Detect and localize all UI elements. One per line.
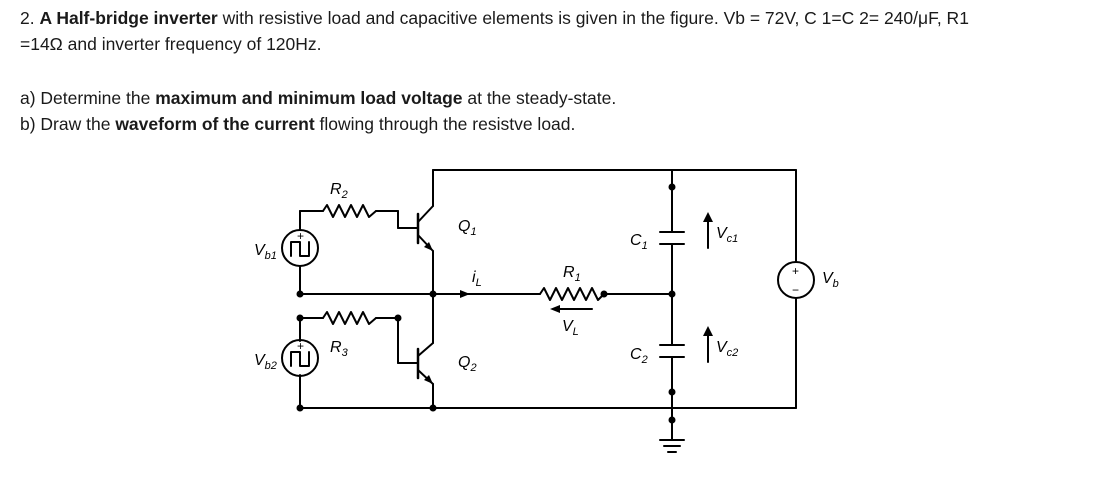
vb-minus-sign: −: [792, 283, 800, 297]
part-b: b) Draw the waveform of the current flowing through the resistve load.: [20, 114, 576, 134]
part-b-bold: waveform of the current: [115, 114, 315, 134]
vb1-plus-sign: +: [297, 229, 305, 243]
resistor-r3: [323, 312, 376, 324]
label-il: $i_L$: [472, 269, 482, 289]
label-c1: $C_1$: [630, 232, 648, 252]
question-number: 2.: [20, 8, 40, 28]
label-c2: $C_2$: [630, 346, 648, 366]
vb2-plus-sign: +: [297, 339, 305, 353]
label-vb: $V_b$: [822, 270, 839, 290]
label-q2: $Q_2$: [458, 354, 477, 374]
question-title-bold: A Half-bridge inverter: [39, 8, 218, 28]
part-a-bold: maximum and minimum load voltage: [155, 88, 463, 108]
label-r2: $R_2$: [330, 181, 348, 201]
resistor-r2: [323, 205, 376, 217]
capacitor-c1: [660, 232, 684, 244]
resistor-r1-load: [540, 288, 604, 300]
vc1-arrow-head-icon: [703, 212, 713, 222]
label-q1: $Q_1$: [458, 218, 477, 238]
junction-dots: [297, 184, 676, 424]
label-r1: $R_1$: [563, 264, 581, 284]
part-a: a) Determine the maximum and minimum load voltage at the steady-state.: [20, 88, 617, 108]
label-vb1: $V_{b1}$: [254, 242, 277, 262]
capacitor-c2: [660, 345, 684, 357]
label-vb2: $V_{b2}$: [254, 352, 277, 372]
il-arrow-head-icon: [460, 290, 470, 298]
vb-plus-sign: +: [792, 264, 800, 278]
label-vc2: $V_{c2}$: [716, 339, 739, 359]
question-line-2: =14Ω and inverter frequency of 120Hz.: [20, 34, 322, 54]
transistor-q1: [418, 206, 433, 251]
vl-arrow-head-icon: [550, 305, 560, 313]
ground-icon: [660, 440, 684, 452]
label-vc1: $V_{c1}$: [716, 225, 739, 245]
vc2-arrow-head-icon: [703, 326, 713, 336]
label-vl: $V_L$: [562, 318, 579, 338]
transistor-q2: [418, 343, 433, 384]
label-r3: $R_3$: [330, 339, 348, 359]
circuit-wires: [300, 170, 796, 440]
question-given-values: with resistive load and capacitive elements is given in the figure. Vb = 72V, C 1=C 2= 240/μF, R1: [217, 8, 969, 28]
